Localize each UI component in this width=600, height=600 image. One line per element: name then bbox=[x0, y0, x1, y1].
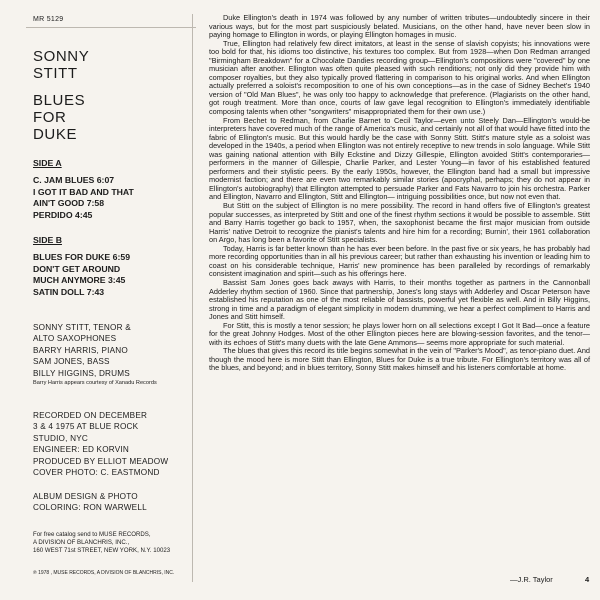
track: C. JAM BLUES 6:07 bbox=[33, 174, 115, 185]
paragraph: For Stitt, this is mostly a tenor session; he plays lower horn on all selections except I Got It Bad—once a feature for the great Johnny Hodges. Most of the other Ellington pieces here are blowing-session favorites, and the tenor—with its echoes of Stitt's many duets with the late Gene Ammons— seems more appropriate for such material. bbox=[209, 320, 590, 347]
paragraph: True, Ellington had relatively few direct imitators, at least in the sense of slavish copyists; his innovations were too bold for that, his idioms too distinctive, his textures too complex. But from 1928—when Don Redman arranged "Birmingham Breakdown" for a Chocolate Dandies recording group—Ellington's compositions were "covered" by one musician after another. Ellington was often quite pleased with such renditions; not only did they provide him with composer royalties, but they also typically proved flattering in comparison to his original works. And when Ellington actually preferred a soloist's recomposition to one of his own conceptions—as in the case of Sidney Bechet's 1940 version of "Old Man Blues", he was only too happy to acknowledge that preference. (Plagiarists on the other hand, got rough treatment. More than once, courts of law gave legal recognition to Ellington's immediately identifiable composing talents when other "songwriters" misappropriated them for their own use.) bbox=[209, 38, 590, 117]
left-column bbox=[10, 0, 196, 600]
column-divider bbox=[192, 14, 193, 582]
track: SATIN DOLL 7:43 bbox=[33, 287, 105, 298]
page-number: 4 bbox=[585, 575, 590, 584]
side-a-heading: SIDE A bbox=[33, 158, 62, 168]
track: MUCH ANYMORE 3:45 bbox=[33, 275, 126, 286]
author-signature: —J.R. Taylor bbox=[510, 575, 553, 584]
paragraph: From Bechet to Redman, from Charlie Barnet to Cecil Taylor—even unto Steely Dan—Ellington's would-be interpreters have covered much of the range of America's music, and certainly not all of that would have fitted into the fabric of Ellington's music. But this would hardly be the case with Sonny Stitt. Stitt's mature style as a soloist was developed in the 1940s, a period when Ellington was not entirely receptive to new trends in solo language. While Stitt was gaining national attention with Billy Eckstine and Dizzy Gillespie, Ellington avoided Stitt's contemporaries—performers in the manner of Gillespie, Charlie Parker, and Lester Young—in favor of his established featured performers and their stylistic peers. By the early 1950s, however, the Ellington band had a small but impressive modernist faction; and there are even two remarkably similar stories (apocryphal, perhaps; they do not appear in Ellington's autobiography) that Ellington attempted to persuade Parker and Fats Navarro to join his orchestra. Parker and Ellington, Navarro and Ellington, Stitt and Ellington— intriguing possibilities once, but now not even that. bbox=[209, 115, 590, 202]
catalog-number: MR 5129 bbox=[33, 16, 64, 23]
design-credits: ALBUM DESIGN & PHOTO COLORING: RON WARWELL bbox=[33, 492, 147, 513]
paragraph: Today, Harris is far better known than he has ever been before. In the past five or six years, he has probably had more recording opportunities than in all his previous career; but rather than exhausting his invention or leading him to coast on his considerable technique, Harris' new prominence has been paralleled by recordings of remarkably consistent imagination and spirit—such as his offerings here. bbox=[209, 243, 590, 279]
liner-notes bbox=[209, 14, 590, 373]
track: AIN'T GOOD 7:58 bbox=[33, 198, 105, 209]
track: I GOT IT BAD AND THAT bbox=[33, 186, 134, 197]
divider bbox=[26, 27, 196, 28]
track: PERDIDO 4:45 bbox=[33, 210, 93, 221]
recording-info: RECORDED ON DECEMBER 3 & 4 1975 AT BLUE ROCK STUDIO, NYC ENGINEER: ED KORVIN PRODUCED BY ELLIOT MEADOW COVER PHOTO: C. EASTMOND bbox=[33, 411, 169, 478]
courtesy-note: Barry Harris appears courtesy of Xanadu Records bbox=[33, 380, 157, 386]
catalog-offer: For free catalog send to MUSE RECORDS, A DIVISION OF BLANCHRIS, INC., 160 WEST 71st STREET, NEW YORK, N.Y. 10023 bbox=[33, 531, 171, 555]
paragraph: Duke Ellington's death in 1974 was followed by any number of written tributes—undoubtedly sincere in their various ways, but for the most part suspiciously belated. Musicians, on the other hand, have never been slow in paying homage to Ellington in words, or playing Ellington homages in music. bbox=[209, 13, 590, 40]
paragraph: The blues that gives this record its title begins somewhat in the vein of "Parker's Mood", as tenor-piano duet. And though the mood here is more Stitt than Ellington, Blues for Duke is a true tribute. For Ellington's territory was all of the blues, and beyond; and in blues territory, Sonny Stitt makes himself and his listeners comfortable at home. bbox=[209, 346, 590, 373]
track: BLUES FOR DUKE 6:59 bbox=[33, 251, 131, 262]
track: DON'T GET AROUND bbox=[33, 263, 121, 274]
side-b-heading: SIDE B bbox=[33, 235, 62, 245]
side-b-tracklist bbox=[33, 235, 130, 299]
paragraph: But Stitt on the subject of Ellington is no mere possibility. The record in hand offers five of Ellington's greatest popular successes, as interpreted by Stitt and one of the finest rhythm sections it would be possible to assemble. Stitt and Barry Harris together go back to 1957, when, the saxophonist became the first major musician from outside Harris' native Detroit to recognize the pianist's talents and hire him for a recording; Burnin', their 1961 collaboration on Argo, has long been a favorite of Stitt specialists. bbox=[209, 201, 590, 245]
paragraph: Bassist Sam Jones goes back aways with Harris, to their months together as partners in the Cannonball Adderley rhythm section of 1960. Since that partnership, Jones's long stays with Adderley and Oscar Peterson have established his reputation as one of the most reliable of bassists, powerful yet flexible as well. And in Billy Higgins, strong in time and a paradigm of elegant simplicity in modern drumming, we hear a perfect compliment to Harris and Jones and Stitt himself. bbox=[209, 277, 590, 322]
personnel: SONNY STITT, TENOR & ALTO SAXOPHONES BARRY HARRIS, PIANO SAM JONES, BASS BILLY HIGGINS, DRUMS bbox=[33, 323, 131, 378]
side-a-tracklist bbox=[33, 158, 134, 222]
copyright-notice: ℗ 1978 , MUSE RECORDS, A DIVISION OF BLANCHRIS, INC. bbox=[33, 570, 175, 576]
artist-name: SONNY STITT bbox=[33, 48, 90, 82]
album-title: BLUES FOR DUKE bbox=[33, 92, 86, 143]
